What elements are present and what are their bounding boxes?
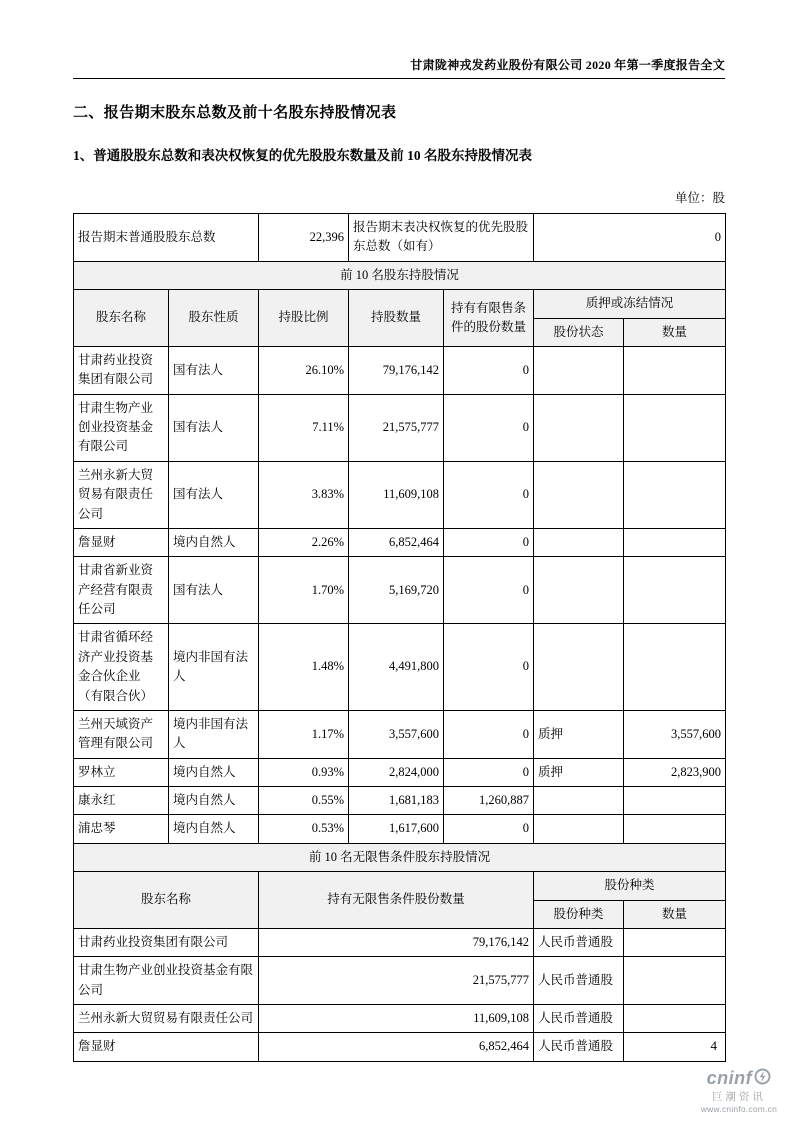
header-share-type-group: 股份种类 xyxy=(534,872,726,900)
unrestricted-count-cell: 11,609,108 xyxy=(259,1005,534,1033)
pledge-status-cell xyxy=(534,528,624,556)
restricted-count-cell: 0 xyxy=(444,346,534,394)
shareholding-ratio-cell: 26.10% xyxy=(259,346,349,394)
shareholder-row xyxy=(74,461,726,528)
shareholding-ratio-cell: 0.93% xyxy=(259,758,349,786)
share-type-cell: 人民币普通股 xyxy=(534,1005,624,1033)
header-pledge-group: 质押或冻结情况 xyxy=(534,290,726,318)
preferred-shareholders-value: 0 xyxy=(534,214,726,262)
header-shareholder-nature: 股东性质 xyxy=(169,290,259,347)
header-pledge-amount: 数量 xyxy=(624,318,726,346)
shareholder-nature-cell: 国有法人 xyxy=(169,394,259,461)
share-amount-cell xyxy=(624,957,726,1005)
shareholding-count-cell: 1,681,183 xyxy=(349,787,444,815)
pledge-status-cell: 质押 xyxy=(534,758,624,786)
restricted-count-cell: 1,260,887 xyxy=(444,787,534,815)
unrestricted-row xyxy=(74,928,726,956)
shareholding-count-cell: 79,176,142 xyxy=(349,346,444,394)
shareholding-count-cell: 6,852,464 xyxy=(349,528,444,556)
restricted-count-cell: 0 xyxy=(444,758,534,786)
unrestricted-row xyxy=(74,1033,726,1061)
shareholder-nature-cell: 国有法人 xyxy=(169,557,259,624)
pledge-status-cell xyxy=(534,815,624,843)
shareholder-name-cell: 詹显财 xyxy=(74,528,169,556)
shareholding-ratio-cell: 1.48% xyxy=(259,624,349,711)
doc-header xyxy=(73,56,725,79)
unrestricted-header-row xyxy=(74,872,726,900)
header-unrestricted-name: 股东名称 xyxy=(74,872,259,929)
pledge-status-cell xyxy=(534,394,624,461)
shareholding-count-cell: 4,491,800 xyxy=(349,624,444,711)
restricted-count-cell: 0 xyxy=(444,557,534,624)
pledge-status-cell xyxy=(534,461,624,528)
shareholder-nature-cell: 境内非国有法人 xyxy=(169,624,259,711)
unrestricted-count-cell: 6,852,464 xyxy=(259,1033,534,1061)
header-share-amount: 数量 xyxy=(624,900,726,928)
cninfo-logo xyxy=(701,1068,777,1114)
share-amount-cell xyxy=(624,1005,726,1033)
shareholding-ratio-cell: 1.17% xyxy=(259,710,349,758)
shareholder-row xyxy=(74,710,726,758)
shareholding-ratio-cell: 0.53% xyxy=(259,815,349,843)
unrestricted-row xyxy=(74,957,726,1005)
pledge-amount-cell xyxy=(624,787,726,815)
restricted-count-cell: 0 xyxy=(444,394,534,461)
pledge-amount-cell xyxy=(624,624,726,711)
shareholder-name-cell: 兰州永新大贸贸易有限责任公司 xyxy=(74,461,169,528)
header-restricted-count: 持有有限售条件的股份数量 xyxy=(444,290,534,347)
header-share-type: 股份种类 xyxy=(534,900,624,928)
preferred-shareholders-label: 报告期末表决权恢复的优先股股东总数（如有） xyxy=(349,214,534,262)
page-number: 4 xyxy=(710,1038,717,1053)
shareholder-row xyxy=(74,624,726,711)
shareholder-name-cell: 兰州天域资产管理有限公司 xyxy=(74,710,169,758)
cninfo-logo-url: www.cninfo.com.cn xyxy=(700,1104,777,1115)
pledge-amount-cell xyxy=(624,461,726,528)
top10-header-row xyxy=(74,290,726,318)
restricted-count-cell: 0 xyxy=(444,461,534,528)
header-shareholding-ratio: 持股比例 xyxy=(259,290,349,347)
section-title: 二、报告期末股东总数及前十名股东持股情况表 xyxy=(73,105,397,121)
share-type-cell: 人民币普通股 xyxy=(534,928,624,956)
shareholder-name-cell: 甘肃药业投资集团有限公司 xyxy=(74,346,169,394)
pledge-status-cell xyxy=(534,787,624,815)
shareholding-count-cell: 21,575,777 xyxy=(349,394,444,461)
shareholding-ratio-cell: 7.11% xyxy=(259,394,349,461)
unit-label: 单位：股 xyxy=(674,191,725,205)
shareholder-name-cell: 甘肃生物产业创业投资基金有限公司 xyxy=(74,394,169,461)
shareholding-count-cell: 1,617,600 xyxy=(349,815,444,843)
unrestricted-row xyxy=(74,1005,726,1033)
shareholder-nature-cell: 境内自然人 xyxy=(169,815,259,843)
shareholder-name-cell: 罗林立 xyxy=(74,758,169,786)
shareholding-count-cell: 5,169,720 xyxy=(349,557,444,624)
restricted-count-cell: 0 xyxy=(444,528,534,556)
restricted-count-cell: 0 xyxy=(444,815,534,843)
shareholder-name-cell: 甘肃省循环经济产业投资基金合伙企业（有限合伙） xyxy=(74,624,169,711)
shareholder-summary-row xyxy=(74,214,726,262)
pledge-amount-cell xyxy=(624,346,726,394)
shareholding-count-cell: 11,609,108 xyxy=(349,461,444,528)
restricted-count-cell: 0 xyxy=(444,624,534,711)
header-shareholding-count: 持股数量 xyxy=(349,290,444,347)
share-type-cell: 人民币普通股 xyxy=(534,1033,624,1061)
shareholder-row xyxy=(74,758,726,786)
unrestricted-count-cell: 79,176,142 xyxy=(259,928,534,956)
shareholding-ratio-cell: 1.70% xyxy=(259,557,349,624)
shareholder-table xyxy=(73,213,726,1062)
shareholding-count-cell: 3,557,600 xyxy=(349,710,444,758)
shareholder-name-cell: 康永红 xyxy=(74,787,169,815)
pledge-status-cell xyxy=(534,346,624,394)
shareholder-row xyxy=(74,394,726,461)
top10-section-row xyxy=(74,261,726,289)
shareholder-row xyxy=(74,815,726,843)
subsection-title: 1、普通股股东总数和表决权恢复的优先股股东数量及前 10 名股东持股情况表 xyxy=(73,148,532,163)
pledge-amount-cell xyxy=(624,394,726,461)
header-pledge-status: 股份状态 xyxy=(534,318,624,346)
top10-section-title: 前 10 名股东持股情况 xyxy=(74,261,726,289)
header-unrestricted-count: 持有无限售条件股份数量 xyxy=(259,872,534,929)
cninfo-logo-text: cninf xyxy=(706,1067,753,1088)
cninfo-lightning-icon xyxy=(754,1068,771,1090)
shareholder-nature-cell: 境内自然人 xyxy=(169,758,259,786)
shareholder-name-cell: 甘肃省新业资产经营有限责任公司 xyxy=(74,557,169,624)
shareholder-row xyxy=(74,557,726,624)
pledge-amount-cell xyxy=(624,557,726,624)
shareholding-ratio-cell: 0.55% xyxy=(259,787,349,815)
shareholder-nature-cell: 境内自然人 xyxy=(169,787,259,815)
shareholder-row xyxy=(74,787,726,815)
pledge-amount-cell: 2,823,900 xyxy=(624,758,726,786)
pledge-status-cell xyxy=(534,624,624,711)
pledge-status-cell xyxy=(534,557,624,624)
share-type-cell: 人民币普通股 xyxy=(534,957,624,1005)
shareholder-nature-cell: 国有法人 xyxy=(169,461,259,528)
pledge-amount-cell xyxy=(624,528,726,556)
shareholder-nature-cell: 境内自然人 xyxy=(169,528,259,556)
common-shareholders-value: 22,396 xyxy=(259,214,349,262)
shareholder-nature-cell: 境内非国有法人 xyxy=(169,710,259,758)
shareholding-ratio-cell: 2.26% xyxy=(259,528,349,556)
shareholding-count-cell: 2,824,000 xyxy=(349,758,444,786)
shareholder-row xyxy=(74,346,726,394)
shareholder-nature-cell: 国有法人 xyxy=(169,346,259,394)
shareholder-name-cell: 浦忠琴 xyxy=(74,815,169,843)
unrestricted-name-cell: 詹显财 xyxy=(74,1033,259,1061)
pledge-amount-cell: 3,557,600 xyxy=(624,710,726,758)
doc-header-title: 甘肃陇神戎发药业股份有限公司 2020 年第一季度报告全文 xyxy=(410,58,725,72)
share-amount-cell xyxy=(624,928,726,956)
shareholder-row xyxy=(74,528,726,556)
pledge-status-cell: 质押 xyxy=(534,710,624,758)
restricted-count-cell: 0 xyxy=(444,710,534,758)
header-shareholder-name: 股东名称 xyxy=(74,290,169,347)
unrestricted-section-title: 前 10 名无限售条件股东持股情况 xyxy=(74,843,726,871)
unrestricted-name-cell: 甘肃生物产业创业投资基金有限公司 xyxy=(74,957,259,1005)
unrestricted-section-row xyxy=(74,843,726,871)
cninfo-logo-line xyxy=(701,1068,777,1090)
unrestricted-name-cell: 兰州永新大贸贸易有限责任公司 xyxy=(74,1005,259,1033)
common-shareholders-label: 报告期末普通股股东总数 xyxy=(74,214,259,262)
unrestricted-count-cell: 21,575,777 xyxy=(259,957,534,1005)
cninfo-logo-chinese: 巨潮资讯 xyxy=(711,1091,766,1103)
unrestricted-name-cell: 甘肃药业投资集团有限公司 xyxy=(74,928,259,956)
pledge-amount-cell xyxy=(624,815,726,843)
shareholding-ratio-cell: 3.83% xyxy=(259,461,349,528)
